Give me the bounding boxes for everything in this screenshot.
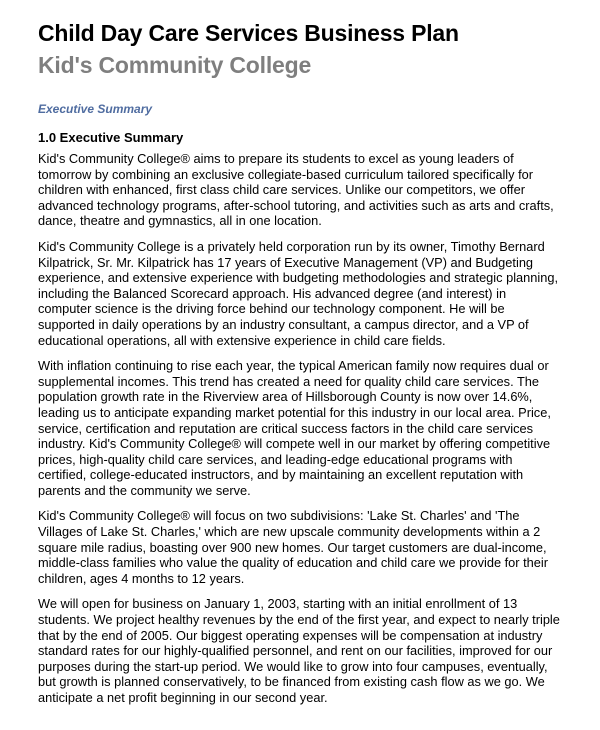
paragraph-financial-outlook: We will open for business on January 1, 2003, starting with an initial enrollment of 13 students. We project healthy revenues by the end of the first year, and expect to nearly triple that by the end of 2005. Our biggest operating expenses will be compensation at industry standard rates for our highly-qualified personnel, and rent on our facilities, improved for our purposes during the start-up period. We would like to grow into four campuses, eventually, but growth is planned conservatively, to be financed from existing cash flow as we go. We anticipate a net profit beginning in our second year. bbox=[38, 596, 560, 705]
paragraph-mission: Kid's Community College® aims to prepare its students to excel as young leaders of tomorrow by combining an exclusive collegiate-based curriculum tailored specifically for children with enhanced, first class child care services. Unlike our competitors, we offer advanced technology programs, after-school tutoring, and activities such as arts and crafts, dance, theatre and gymnastics, all in one location. bbox=[38, 151, 554, 229]
document-title: Child Day Care Services Business Plan bbox=[38, 20, 459, 46]
paragraph-management: Kid's Community College is a privately held corporation run by its owner, Timothy Bernard Kilpatrick, Sr. Mr. Kilpatrick has 17 years of Executive Management (VP) and Budgeting experience, and extensive experience with budgeting methodologies and strategic planning, including the Balanced Scorecard approach. His advanced degree (and interest) in computer science is the driving force behind our technology component. He will be supported in daily operations by an industry consultant, a campus director, and a VP of educational operations, all with extensive experience in child care fields. bbox=[38, 238, 559, 348]
paragraph-target-customers: Kid's Community College® will focus on two subdivisions: 'Lake St. Charles' and 'The Villages of Lake St. Charles,' which are new upscale community developments within a 2 square mile radius, boasting over 900 new homes. Our target customers are dual-income, middle-class families who value the quality of education and child care we provide for their children, ages 4 months to 12 years. bbox=[38, 508, 549, 586]
company-name: Kid's Community College bbox=[38, 52, 312, 78]
paragraph-market: With inflation continuing to rise each year, the typical American family now requires dual or supplemental incomes. This trend has created a need for quality child care services. The population growth rate in the Riverview area of Hillsborough County is now over 14.6%, leading us to anticipate expanding market potential for this industry in our local area. Price, service, certification and reputation are critical success factors in the child care services industry. Kid's Community College® will compete well in our market by offering competitive prices, high-quality child care services, and leading-edge educational programs with certified, college-educated instructors, and by maintaining an excellent reputation with parents and the community we serve. bbox=[38, 358, 551, 498]
section-heading: 1.0 Executive Summary bbox=[38, 130, 184, 145]
section-tag: Executive Summary bbox=[38, 102, 153, 116]
